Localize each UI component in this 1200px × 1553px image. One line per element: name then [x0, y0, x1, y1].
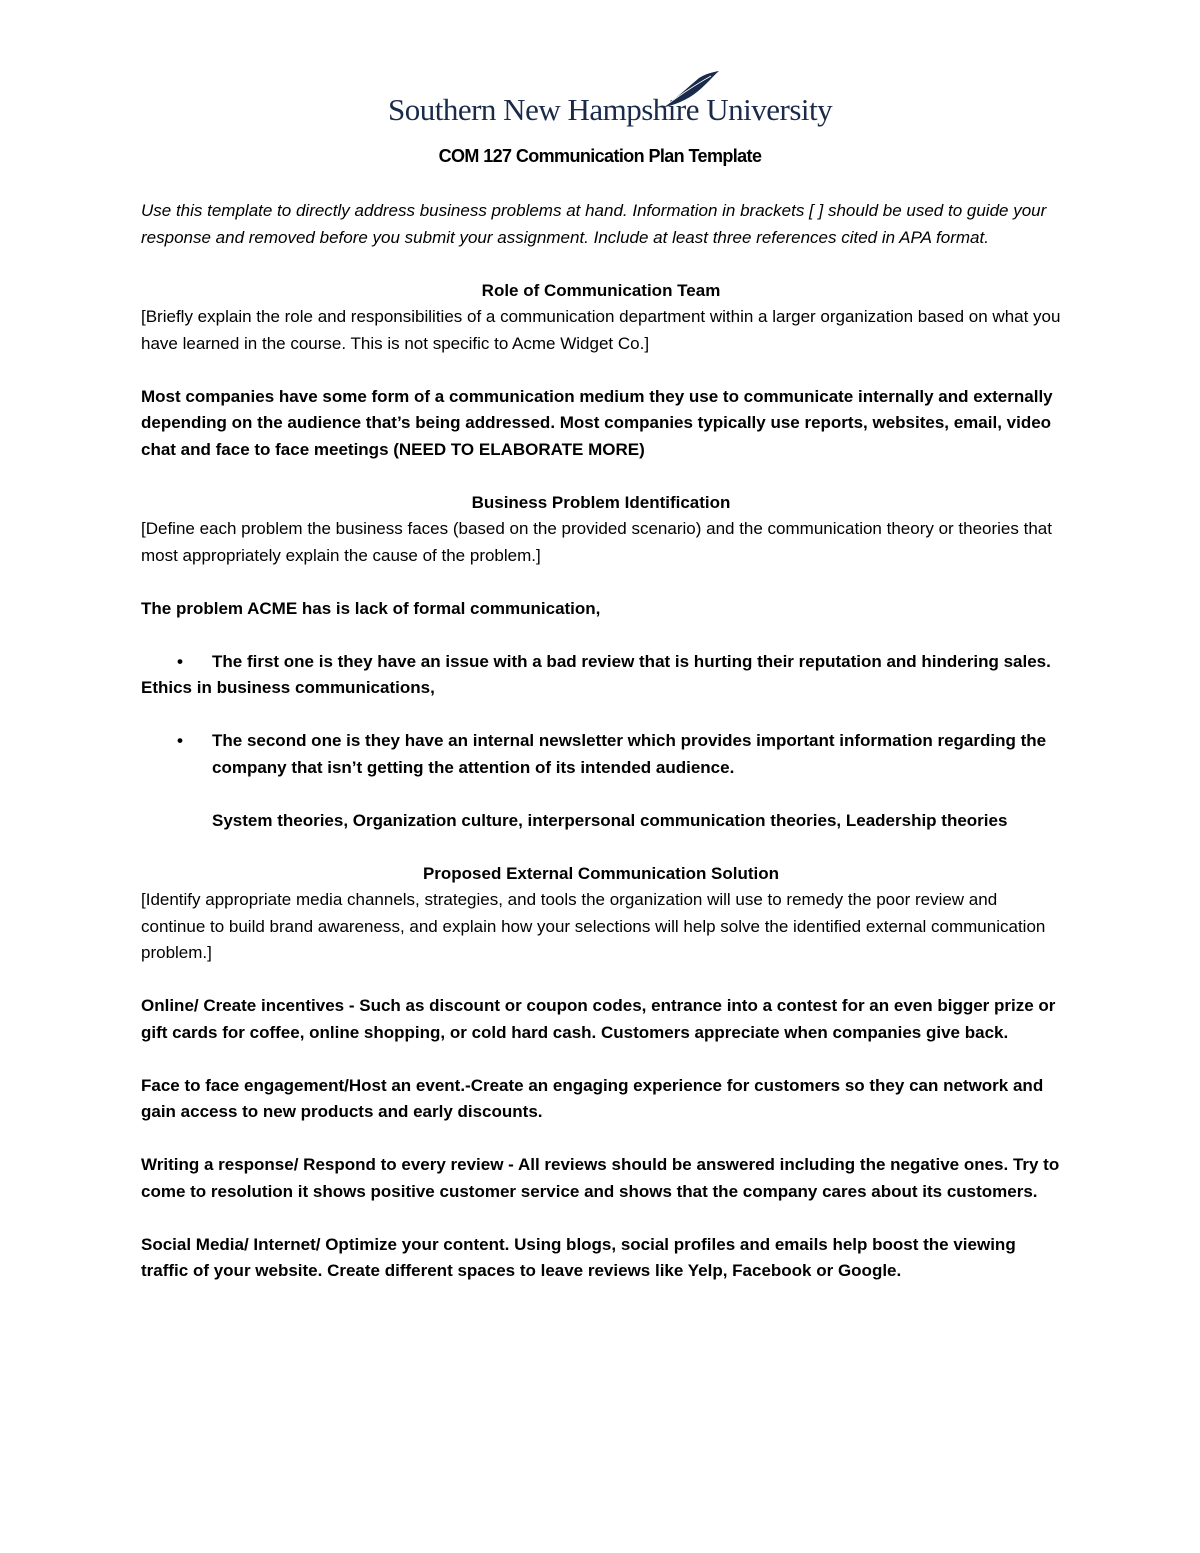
role-response: Most companies have some form of a communication medium they use to communicate internally and externally depending on the audience that’s being addressed. Most companies typically use reports, websites, email, video chat and face to face meetings (NEED TO ELABORATE MORE) — [141, 386, 1053, 459]
solution-prompt: [Identify appropriate media channels, strategies, and tools the organization will use to remedy the poor review and continue to build brand awareness, and explain how your selections will help solve the identified external communication problem.] — [141, 890, 1046, 962]
solution-item-online: Online/ Create incentives - Such as discount or coupon codes, entrance into a contest for an even bigger prize or gift cards for coffee, online shopping, or cold hard cash. Customers appreciate when companies give back. — [141, 996, 1056, 1042]
problem-list-1 — [141, 649, 1061, 676]
bullet-text: The first one is they have an issue with a bad review that is hurting their reputation and hindering sales. — [212, 651, 1051, 671]
university-logo — [388, 70, 833, 136]
problem-lead: The problem ACME has is lack of formal communication, — [141, 598, 601, 618]
heading-role: Role of Communication Team — [481, 280, 721, 300]
intro-instructions: Use this template to directly address business problems at hand. Information in brackets [ ] should be used to guide your response and removed before you submit your assignment. Include at least three references cited in APA format. — [141, 201, 1047, 247]
theories-line: System theories, Organization culture, interpersonal communication theories, Leadership theories — [212, 810, 1008, 830]
problem-prompt: [Define each problem the business faces (based on the provided scenario) and the communication theory or theories that most appropriately explain the cause of the problem.] — [141, 519, 1052, 565]
list-item — [141, 728, 1061, 781]
heading-solution: Proposed External Communication Solution — [422, 863, 780, 883]
logo-wordmark: Southern New Hampshire University — [388, 92, 833, 127]
bullet-icon: • — [177, 651, 183, 671]
solution-item-face-to-face: Face to face engagement/Host an event.-Create an engaging experience for customers so they can network and gain access to new products and early discounts. — [141, 1075, 1044, 1121]
problem-list-2 — [141, 728, 1061, 781]
bullet-text: The second one is they have an internal newsletter which provides important information regarding the company that isn’t getting the attention of its intended audience. — [212, 731, 1047, 777]
solution-item-respond: Writing a response/ Respond to every review - All reviews should be answered including the negative ones. Try to come to resolution it shows positive customer service and shows that the company cares about its customers. — [141, 1155, 1060, 1201]
solution-item-social-media: Social Media/ Internet/ Optimize your content. Using blogs, social profiles and emails help boost the viewing traffic of your website. Create different spaces to leave reviews like Yelp, Facebook or Google. — [141, 1234, 1016, 1280]
role-prompt: [Briefly explain the role and responsibilities of a communication department within a larger organization based on what you have learned in the course. This is not specific to Acme Widget Co.] — [141, 307, 1061, 353]
document-title: COM 127 Communication Plan Template — [438, 146, 762, 166]
heading-problem: Business Problem Identification — [471, 492, 731, 512]
feather-icon — [653, 70, 723, 110]
document-body — [141, 198, 1061, 1311]
list-item — [141, 649, 1061, 676]
bullet-icon: • — [177, 731, 183, 750]
ethics-line: Ethics in business communications, — [141, 678, 435, 697]
